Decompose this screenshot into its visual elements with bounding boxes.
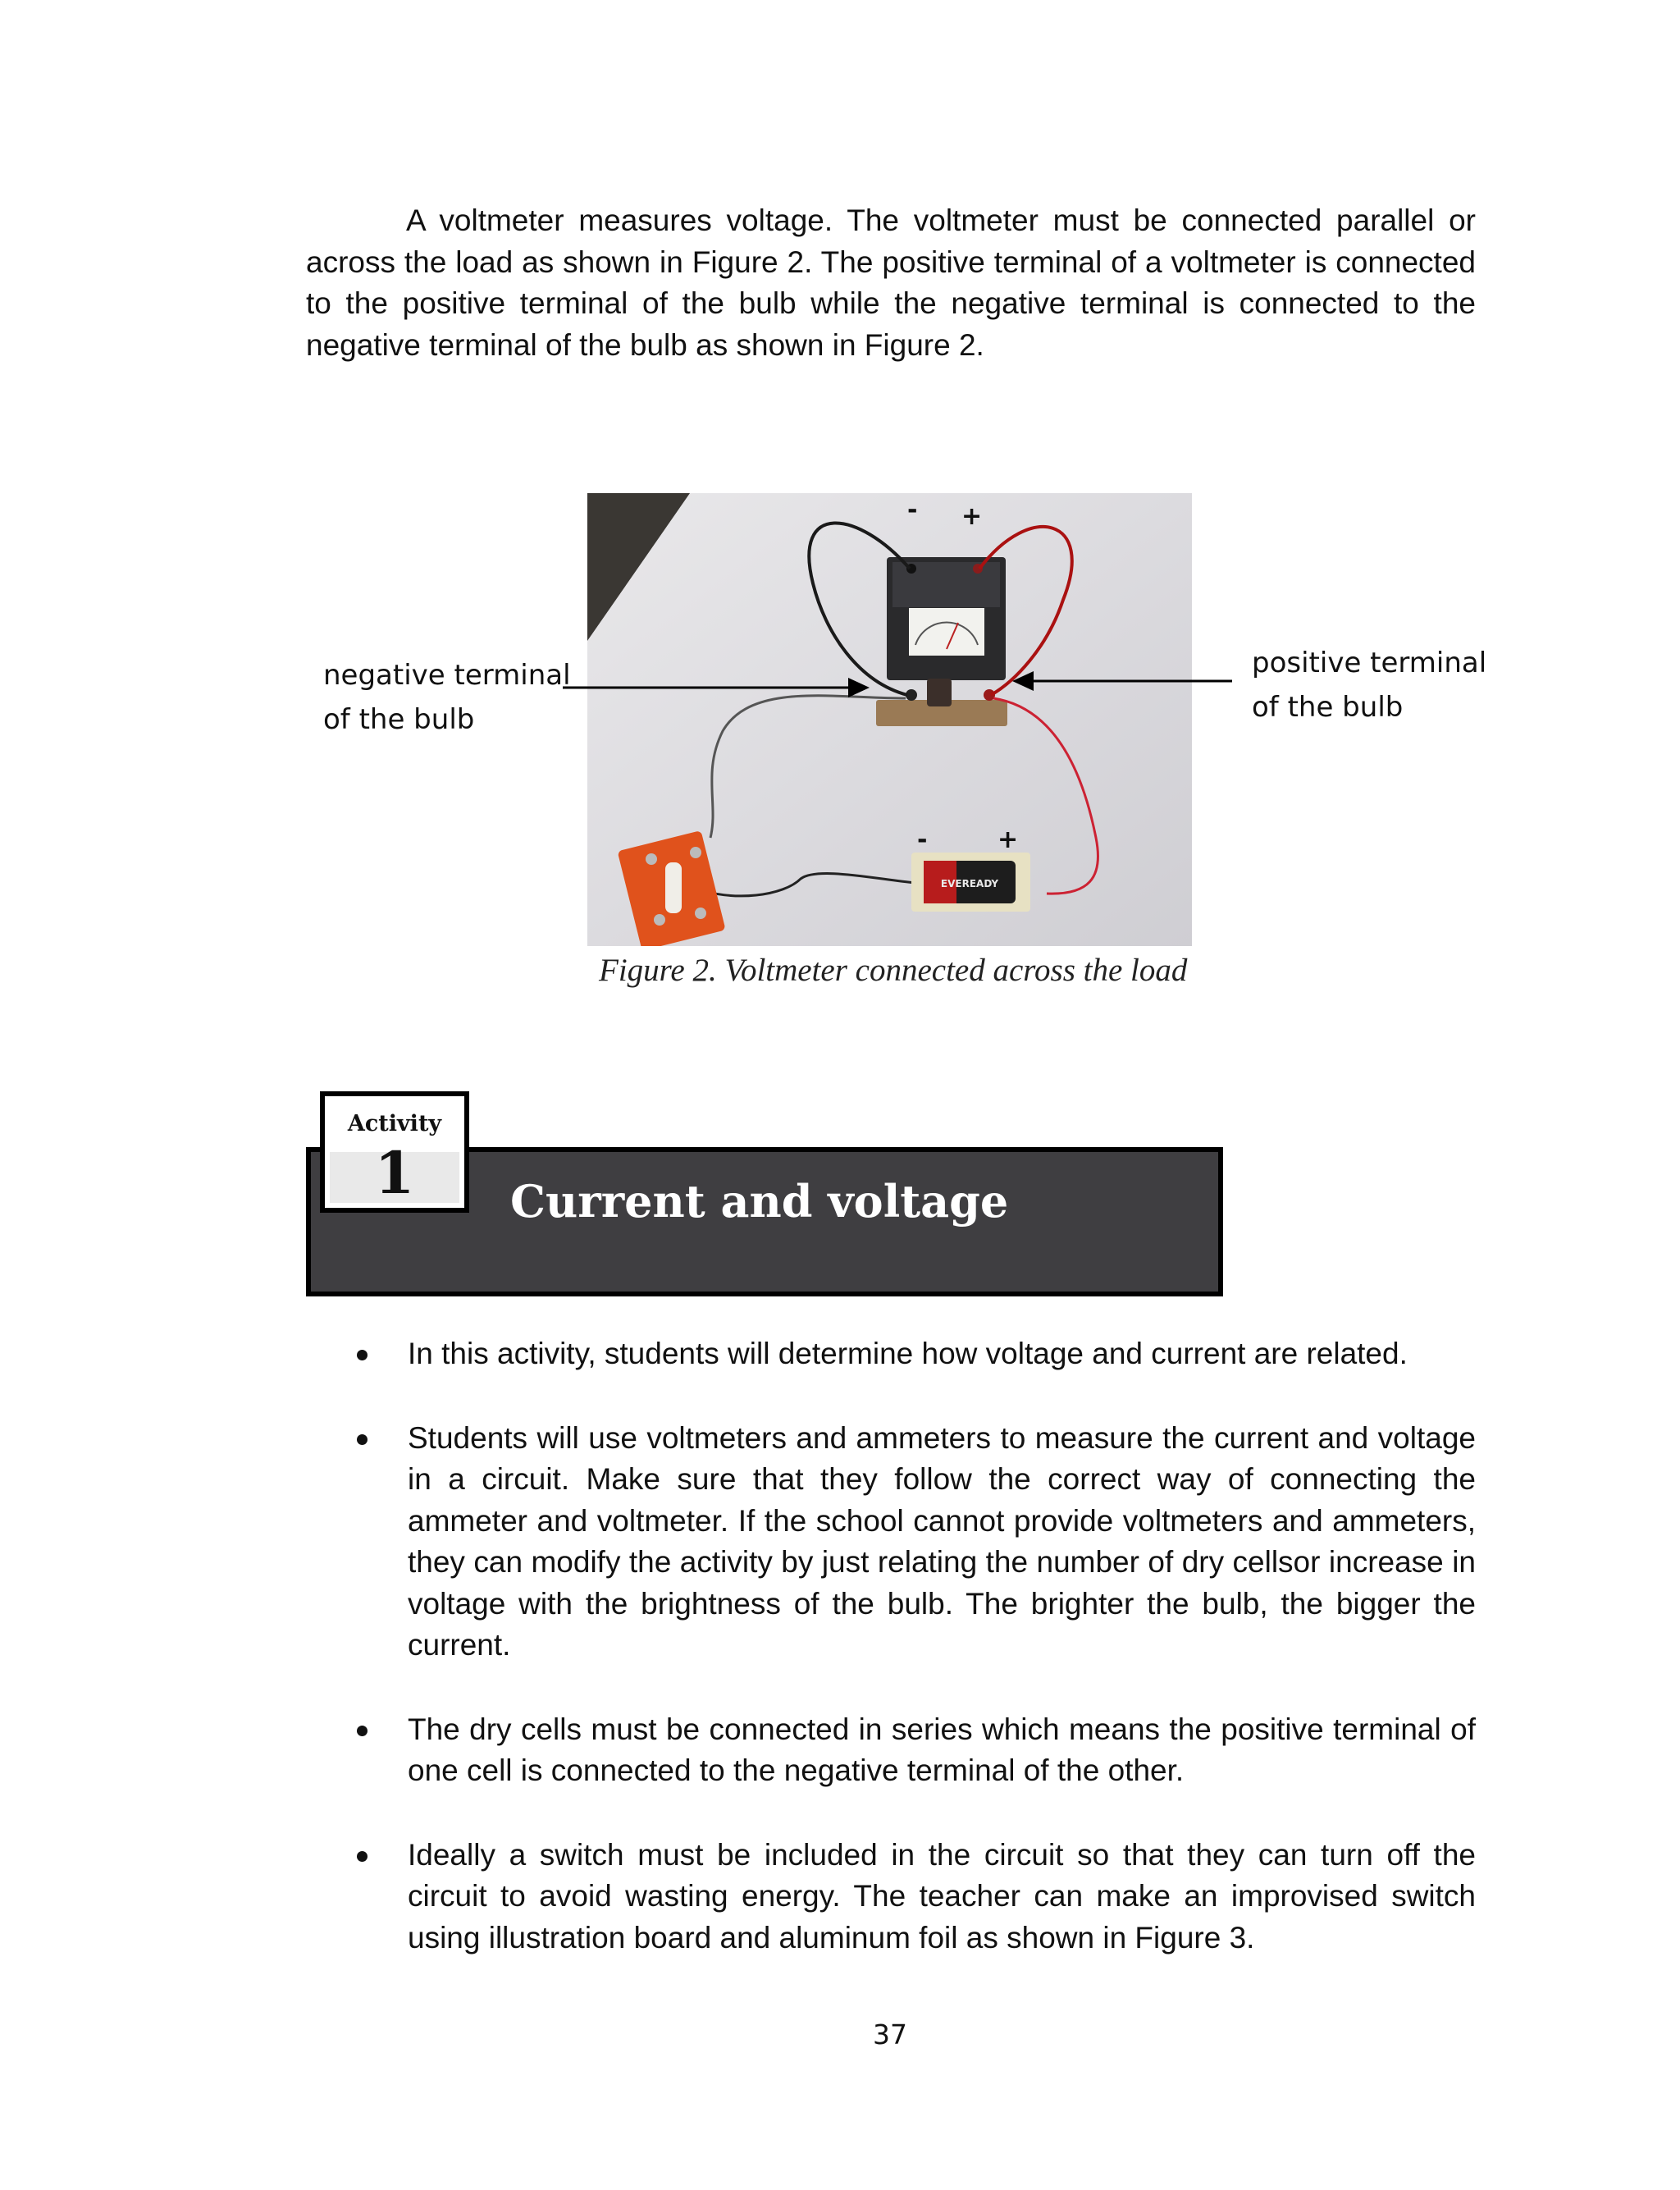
battery-holder — [911, 853, 1030, 912]
circuit-photo — [587, 493, 1192, 946]
bullet-dot — [357, 1434, 368, 1445]
activity-title: Current and voltage — [510, 1175, 1009, 1228]
list-item — [347, 1333, 1476, 1375]
bullet-dot — [357, 1851, 368, 1862]
cell-minus-label: - — [917, 825, 928, 854]
meter-plus-label: + — [961, 502, 983, 531]
figure-caption: Figure 2. Voltmeter connected across the load — [599, 953, 1188, 988]
bullet-dot — [357, 1350, 368, 1360]
intro-paragraph — [306, 200, 1476, 366]
negative-terminal-label — [323, 653, 571, 742]
bullet-text: The dry cells must be connected in series which means the positive terminal of one cell is connected to the negative terminal of the other. — [408, 1712, 1476, 1787]
bullet-text: In this activity, students will determine how voltage and current are related. — [408, 1337, 1408, 1370]
negative-label-line2: of the bulb — [323, 703, 475, 736]
negative-label-line1: negative terminal — [323, 659, 571, 692]
activity-badge-number: 1 — [374, 1139, 415, 1207]
cell-plus-label: + — [998, 825, 1019, 854]
bullet-text: Students will use voltmeters and ammeters to measure the current and voltage in a circuit. Make sure that they follow the correct way of connecting the ammeter and voltmeter. If the school cannot provide voltmeters and ammeters, they can modify the activity by just relating the number of dry cellsor increase in voltage with the brightness of the bulb. The brighter the bulb, the bigger the current. — [408, 1420, 1476, 1662]
positive-terminal-label — [1252, 641, 1486, 729]
voltmeter — [887, 557, 1006, 680]
activity-badge — [320, 1091, 469, 1213]
battery-brand: EVEREADY — [940, 878, 999, 889]
list-item — [347, 1835, 1476, 1959]
positive-label-line2: of the bulb — [1252, 691, 1404, 724]
bullet-dot — [357, 1726, 368, 1736]
activity-badge-word: Activity — [347, 1111, 442, 1136]
page-number: 37 — [873, 2019, 907, 2051]
positive-label-line1: positive terminal — [1252, 647, 1487, 679]
meter-minus-label: - — [907, 496, 918, 524]
bullet-text: Ideally a switch must be included in the circuit so that they can turn off the circuit to avoid wasting energy. The teacher can make an improvised switch using illustration board and aluminum foil as shown in Figure 3. — [408, 1837, 1476, 1955]
list-item — [347, 1709, 1476, 1792]
list-item — [347, 1418, 1476, 1667]
bullet-list — [347, 1333, 1476, 1959]
intro-text: A voltmeter measures voltage. The voltmeter must be connected parallel or across the load as shown in Figure 2. The positive terminal of a voltmeter is connected to the positive terminal of the bulb while the negative terminal is connected to the negative terminal of the bulb as shown in Figure 2. — [306, 203, 1476, 362]
